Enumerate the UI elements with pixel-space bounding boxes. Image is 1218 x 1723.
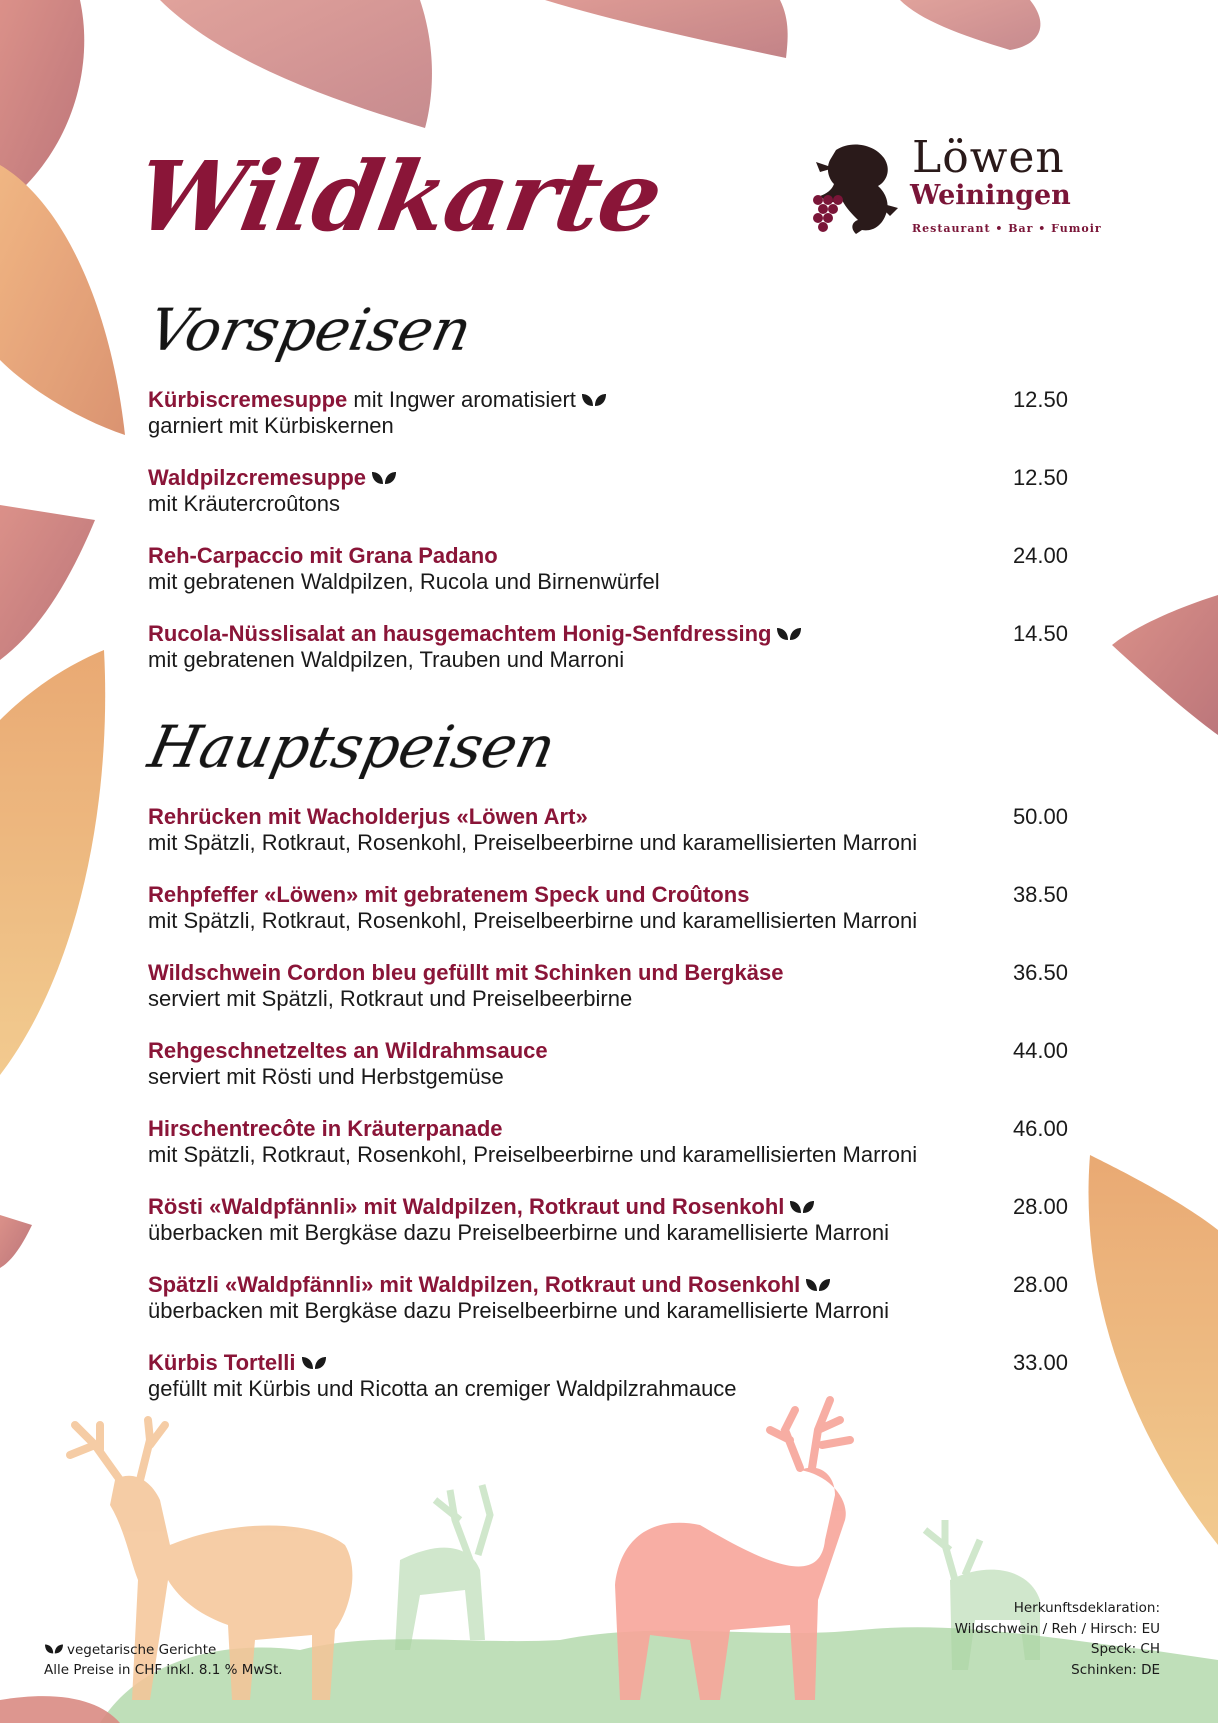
leaf-top-center: [160, 0, 432, 128]
dish-name: Reh-Carpaccio mit Grana Padano: [148, 543, 498, 568]
dish-name: Wildschwein Cordon bleu gefüllt mit Schinken und Bergkäse: [148, 960, 784, 985]
dish-price: 36.50: [1012, 960, 1068, 985]
dish-name-line: [148, 1194, 1068, 1220]
menu-item: [148, 543, 1068, 621]
logo-name: Löwen: [912, 132, 1065, 183]
dish-name-line: [148, 465, 1068, 491]
dish-name-line: [148, 1272, 1068, 1298]
leaf-top-right-1: [545, 0, 788, 58]
origin-declaration: [955, 1598, 1160, 1680]
dish-name-line: [148, 1038, 1068, 1064]
dish-price: 12.50: [1012, 465, 1068, 490]
dish-price: 12.50: [1012, 387, 1068, 412]
dish-name-line: [148, 1116, 1068, 1142]
leaf-icon: [805, 1277, 831, 1293]
dish-price: 28.00: [1012, 1272, 1068, 1297]
footer-notes: [44, 1640, 283, 1680]
menu-item: [148, 804, 1068, 882]
dish-price: 24.00: [1012, 543, 1068, 568]
leaf-left-lower: [0, 650, 105, 1075]
dish-description: mit gebratenen Waldpilzen, Rucola und Birnenwürfel: [148, 569, 660, 594]
leaf-icon: [371, 470, 397, 486]
origin-title: Herkunftsdeklaration:: [1013, 1600, 1160, 1616]
dish-price: 33.00: [1012, 1350, 1068, 1375]
dish-name: Rösti «Waldpfännli» mit Waldpilzen, Rotkraut und Rosenkohl: [148, 1194, 785, 1219]
dish-name-line: [148, 1350, 1068, 1376]
dish-name: Rehpfeffer «Löwen» mit gebratenem Speck und Croûtons: [148, 882, 750, 907]
menu-item: [148, 1038, 1068, 1116]
dish-name-line: [148, 960, 1068, 986]
page-title: Wildkarte: [128, 140, 670, 253]
logo-city: Weiningen: [910, 180, 1071, 211]
dish-description: überbacken mit Bergkäse dazu Preiselbeerbirne und karamellisierte Marroni: [148, 1298, 890, 1323]
leaf-right-mid: [1112, 595, 1218, 735]
dish-name-line: [148, 387, 1068, 413]
dish-description: serviert mit Rösti und Herbstgemüse: [148, 1064, 504, 1089]
menu-item: [148, 882, 1068, 960]
dish-price: 38.50: [1012, 882, 1068, 907]
dish-price: 46.00: [1012, 1116, 1068, 1141]
dish-price: 44.00: [1012, 1038, 1068, 1063]
restaurant-logo: [806, 132, 1102, 238]
origin-line: Wildschwein / Reh / Hirsch: EU: [954, 1620, 1160, 1637]
menu-item: [148, 1350, 1068, 1428]
dish-name-line: [148, 621, 1068, 647]
dish-description: mit Spätzli, Rotkraut, Rosenkohl, Preiselbeerbirne und karamellisierten Marroni: [148, 908, 918, 933]
dish-description: überbacken mit Bergkäse dazu Preiselbeerbirne und karamellisierte Marroni: [148, 1220, 890, 1245]
dish-description: mit Spätzli, Rotkraut, Rosenkohl, Preiselbeerbirne und karamellisierten Marroni: [148, 830, 918, 855]
menu-item: [148, 1272, 1068, 1350]
dish-name-extra: mit Ingwer aromatisiert: [347, 387, 576, 412]
menu-list-vorspeisen: [148, 387, 1068, 699]
dish-price: 28.00: [1012, 1194, 1068, 1219]
vegetarian-legend: [44, 1640, 283, 1660]
vegetarian-legend-text: vegetarische Gerichte: [67, 1642, 217, 1658]
dish-name: Hirschentrecôte in Kräuterpanade: [148, 1116, 503, 1141]
dish-price: 14.50: [1012, 621, 1068, 646]
section-title-vorspeisen: Vorspeisen: [142, 296, 478, 364]
dish-name: Waldpilzcremesuppe: [148, 465, 367, 490]
dish-description: garniert mit Kürbiskernen: [148, 413, 394, 438]
dish-description: mit gebratenen Waldpilzen, Trauben und Marroni: [148, 647, 625, 672]
menu-list-hauptspeisen: [148, 804, 1068, 1428]
dish-name: Rehgeschnetzeltes an Wildrahmsauce: [148, 1038, 548, 1063]
deer-small-left: [395, 1485, 490, 1650]
menu-item: [148, 621, 1068, 699]
dish-price: 50.00: [1012, 804, 1068, 829]
leaf-icon: [301, 1355, 327, 1371]
leaf-icon: [776, 626, 802, 642]
dish-name: Kürbis Tortelli: [148, 1350, 296, 1375]
leaf-left-mid: [0, 505, 95, 660]
dish-description: mit Spätzli, Rotkraut, Rosenkohl, Preiselbeerbirne und karamellisierten Marroni: [148, 1142, 918, 1167]
leaf-left-bottom: [0, 1215, 32, 1268]
menu-item: [148, 1194, 1068, 1272]
leaf-right-lower: [1089, 1155, 1218, 1545]
dish-description: mit Kräutercroûtons: [148, 491, 340, 516]
lion-icon: [806, 138, 906, 238]
logo-tagline: Restaurant • Bar • Fumoir: [912, 222, 1102, 235]
menu-item: [148, 387, 1068, 465]
menu-item: [148, 465, 1068, 543]
menu-item: [148, 960, 1068, 1038]
menu-item: [148, 1116, 1068, 1194]
dish-description: serviert mit Spätzli, Rotkraut und Preiselbeerbirne: [148, 986, 633, 1011]
leaf-top-right-2: [900, 0, 1040, 50]
dish-description: gefüllt mit Kürbis und Ricotta an cremiger Waldpilzrahmauce: [148, 1376, 737, 1401]
leaf-icon: [581, 392, 607, 408]
dish-name: Rucola-Nüsslisalat an hausgemachtem Honig-Senfdressing: [148, 621, 772, 646]
dish-name: Rehrücken mit Wacholderjus «Löwen Art»: [148, 804, 588, 829]
dish-name-line: [148, 882, 1068, 908]
prices-note: Alle Preise in CHF inkl. 8.1 % MwSt.: [44, 1662, 283, 1678]
leaf-left-upper: [0, 165, 125, 435]
leaf-icon: [44, 1643, 64, 1655]
leaf-icon: [789, 1199, 815, 1215]
dish-name-line: [148, 804, 1068, 830]
dish-name: Spätzli «Waldpfännli» mit Waldpilzen, Rotkraut und Rosenkohl: [148, 1272, 801, 1297]
origin-line: Speck: CH: [1090, 1641, 1160, 1657]
dish-name-line: [148, 543, 1068, 569]
section-title-hauptspeisen: Hauptspeisen: [142, 713, 562, 781]
origin-line: Schinken: DE: [1071, 1661, 1160, 1678]
dish-name: Kürbiscremesuppe: [148, 387, 348, 412]
